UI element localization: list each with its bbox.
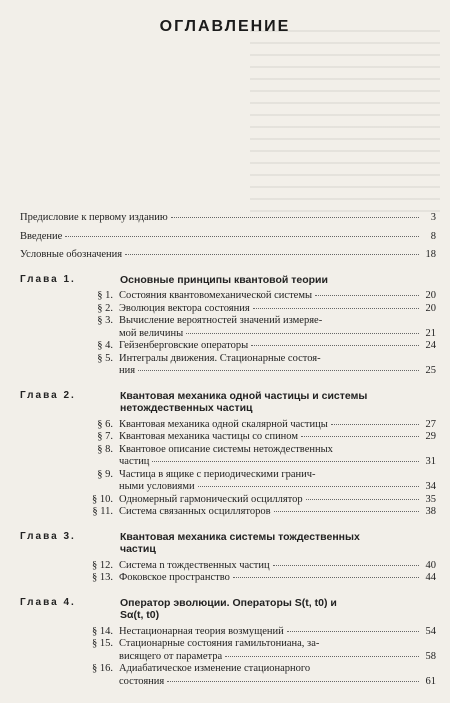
section-title: Система связанных осцилляторов: [119, 506, 271, 517]
chapter-title-line2: нетождественных частиц: [120, 402, 253, 414]
page-number: 44: [425, 572, 436, 583]
section-number: § 8.: [97, 443, 113, 455]
section-title-line1: Стационарные состояния гамильтониана, за-: [119, 638, 320, 649]
section-title: Гейзенберговские операторы: [119, 340, 249, 351]
leader-dots: [152, 461, 419, 462]
chapter-number: Глава 4.: [20, 596, 76, 608]
section-number: § 10.: [92, 493, 113, 505]
chapter-number: Глава 3.: [20, 530, 76, 542]
section-number: § 6.: [97, 418, 113, 430]
leader-dots: [233, 577, 419, 578]
page-number: 25: [425, 365, 436, 376]
section-number: § 9.: [97, 468, 113, 480]
section-title-line1: Адиабатическое изменение стационарного: [119, 663, 311, 674]
toc-entry[interactable]: [20, 212, 436, 225]
leader-dots: [186, 333, 419, 334]
section-number: § 3.: [97, 315, 113, 326]
page-number: 31: [425, 456, 436, 467]
entry-label: Введение: [20, 230, 63, 242]
section-title: Состояния квантовомеханической системы: [119, 290, 313, 301]
section-title: Эволюция вектора состояния: [119, 302, 250, 314]
chapter-title: Основные принципы квантовой теории: [120, 273, 328, 286]
chapter-heading[interactable]: [20, 531, 436, 556]
section-title-line2: состояния: [119, 675, 165, 687]
page-number: 20: [425, 302, 436, 314]
section-title-line2: висящего от параметра: [119, 650, 223, 662]
section-number: § 16.: [92, 663, 113, 674]
toc-entry[interactable]: [20, 249, 436, 262]
chapter-heading[interactable]: [20, 597, 436, 622]
show-through-text: [250, 30, 440, 220]
page-number: 24: [425, 340, 436, 351]
section-title: Нестационарная теория возмущений: [119, 625, 284, 637]
leader-dots: [301, 436, 419, 437]
chapter-title-line2: частиц: [120, 543, 156, 555]
section-entry[interactable]: [75, 560, 436, 573]
section-title-line1: Частица в ящике с периодическими гранич-: [119, 468, 316, 480]
page-number: 34: [425, 481, 436, 492]
section-number: § 11.: [92, 506, 113, 517]
leader-dots: [253, 308, 419, 309]
page-number: 3: [430, 212, 436, 223]
chapter-heading[interactable]: [20, 390, 436, 415]
section-title: Система n тождественных частиц: [119, 559, 270, 571]
section-title-line2: ния: [119, 365, 136, 376]
section-entry[interactable]: [75, 506, 436, 519]
section-title-line1: Квантовое описание системы нетождественных: [119, 443, 333, 455]
leader-dots: [331, 424, 419, 425]
section-title-line2: мой величины: [119, 327, 184, 339]
section-entry[interactable]: [75, 663, 436, 688]
leader-dots: [138, 370, 419, 371]
page-title: ОГЛАВЛЕНИЕ: [159, 18, 291, 35]
page-number: 38: [425, 506, 436, 517]
section-title-line1: Интегралы движения. Стационарные состоя-: [119, 352, 321, 364]
section-title: Квантовая механика частицы со спином: [119, 431, 298, 442]
section-title-line2: частиц: [119, 456, 150, 467]
page-number: 58: [425, 650, 436, 662]
chapter-title: Оператор эволюции. Операторы S(t, t0) и: [120, 596, 337, 609]
page-number: 21: [425, 327, 436, 339]
chapter-title: Квантовая механика системы тождественных: [120, 530, 360, 543]
section-entry[interactable]: [75, 290, 436, 303]
chapter-title: Квантовая механика одной частицы и системы: [120, 389, 368, 402]
entry-label: Условные обозначения: [20, 249, 123, 260]
leader-dots: [306, 499, 419, 500]
section-title-line1: Вычисление вероятностей значений измеряе-: [119, 315, 323, 326]
leader-dots: [225, 656, 419, 657]
leader-dots: [171, 217, 419, 218]
section-entry[interactable]: [75, 469, 436, 494]
section-title: Квантовая механика одной скалярной частицы: [119, 418, 328, 430]
section-number: § 14.: [92, 625, 113, 637]
section-title: Фоковское пространство: [119, 572, 230, 583]
page-number: 61: [425, 675, 436, 687]
page-number: 8: [430, 230, 436, 242]
leader-dots: [287, 631, 419, 632]
page-number: 18: [425, 249, 436, 260]
chapter-title-line2: Sα(t, t0): [120, 609, 160, 621]
chapter-number: Глава 2.: [20, 389, 76, 401]
section-entry[interactable]: [75, 340, 436, 353]
section-entry[interactable]: [75, 626, 436, 639]
page-number: 35: [425, 493, 436, 505]
section-entry[interactable]: [75, 419, 436, 432]
table-of-contents: [20, 212, 436, 688]
entry-label: Предисловие к первому изданию: [20, 212, 168, 223]
section-entry[interactable]: [75, 303, 436, 316]
section-number: § 2.: [97, 302, 113, 314]
chapter-number: Глава 1.: [20, 273, 76, 285]
page-number: 40: [425, 559, 436, 571]
leader-dots: [273, 565, 419, 566]
section-number: § 13.: [92, 572, 113, 583]
page-number: 20: [425, 290, 436, 301]
section-title-line2: ными условиями: [119, 481, 195, 492]
section-number: § 5.: [97, 352, 113, 364]
page-number: 54: [425, 625, 436, 637]
chapter-heading[interactable]: [20, 274, 436, 287]
section-title: Одномерный гармонический осциллятор: [119, 493, 303, 505]
leader-dots: [315, 295, 419, 296]
page-number: 27: [425, 418, 436, 430]
toc-entry[interactable]: [20, 231, 436, 244]
leader-dots: [125, 254, 419, 255]
page-number: 29: [425, 431, 436, 442]
section-entry[interactable]: [75, 444, 436, 469]
section-number: § 7.: [97, 431, 113, 442]
section-number: § 15.: [92, 638, 113, 649]
section-entry[interactable]: [75, 353, 436, 378]
section-number: § 12.: [92, 559, 113, 571]
leader-dots: [274, 511, 419, 512]
leader-dots: [167, 681, 419, 682]
section-entry[interactable]: [75, 315, 436, 340]
section-entry[interactable]: [75, 494, 436, 507]
section-number: § 1.: [97, 290, 113, 301]
leader-dots: [251, 345, 419, 346]
section-number: § 4.: [97, 340, 113, 351]
section-entry[interactable]: [75, 431, 436, 444]
section-entry[interactable]: [75, 572, 436, 585]
leader-dots: [198, 486, 419, 487]
section-entry[interactable]: [75, 638, 436, 663]
leader-dots: [65, 236, 419, 237]
